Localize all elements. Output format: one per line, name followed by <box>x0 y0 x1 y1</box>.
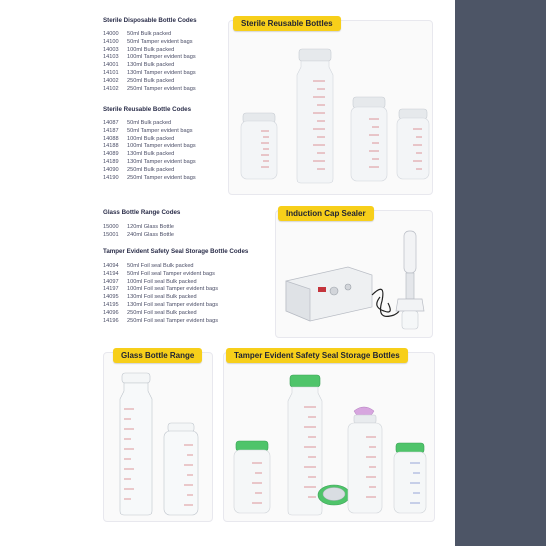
product-description: 100ml Tamper evident bags <box>127 143 196 150</box>
product-description: 100ml Foil seal Tamper evident bags <box>127 286 218 293</box>
product-code: 14087 <box>103 120 119 126</box>
glass-bottles-badge: Glass Bottle Range <box>113 348 202 363</box>
bottle-250ml <box>297 49 333 183</box>
disposable-codes-list <box>103 31 196 93</box>
code-row <box>103 232 174 240</box>
product-code: 14196 <box>103 317 119 324</box>
product-code: 14190 <box>103 174 119 181</box>
product-code: 14100 <box>103 38 119 45</box>
code-row <box>103 224 174 232</box>
product-code: 14002 <box>103 77 119 84</box>
product-code: 14102 <box>103 85 119 92</box>
product-code: 14003 <box>103 46 119 53</box>
disposable-codes-title: Sterile Disposable Bottle Codes <box>103 17 197 24</box>
product-code: 14088 <box>103 135 119 142</box>
code-row <box>103 47 196 55</box>
code-row <box>103 136 196 144</box>
code-row <box>103 286 218 294</box>
reusable-bottles-photo <box>228 20 433 195</box>
reusable-codes-list <box>103 120 196 182</box>
code-row <box>103 78 196 86</box>
product-description: 240ml Glass Bottle <box>127 231 174 238</box>
product-description: 120ml Glass Bottle <box>127 224 174 230</box>
code-row <box>103 310 218 318</box>
tamper-bottle-130ml <box>348 407 382 513</box>
reusable-codes-title: Sterile Reusable Bottle Codes <box>103 106 192 113</box>
tamper-bottles-illustration <box>224 353 435 522</box>
product-code: 14095 <box>103 294 119 301</box>
product-description: 250ml Bulk packed <box>127 166 175 173</box>
product-code: 14096 <box>103 309 119 316</box>
product-code: 14197 <box>103 286 119 293</box>
code-row <box>103 302 218 310</box>
product-description: 100ml Bulk packed <box>127 135 175 142</box>
code-row <box>103 54 196 62</box>
product-code: 14090 <box>103 166 119 173</box>
product-description: 100ml Foil seal Bulk packed <box>127 278 197 285</box>
product-code: 14094 <box>103 263 119 269</box>
product-code: 14103 <box>103 54 119 61</box>
product-description: 50ml Tamper evident bags <box>127 38 193 45</box>
code-row <box>103 86 196 94</box>
code-row <box>103 39 196 47</box>
product-code: 14187 <box>103 127 119 134</box>
product-code: 14000 <box>103 31 119 37</box>
induction-sealer-illustration <box>276 211 433 338</box>
induction-sealer-photo <box>275 210 433 338</box>
reusable-bottles-illustration <box>229 21 433 195</box>
tamper-bottle-250ml <box>288 375 322 515</box>
product-code: 14188 <box>103 143 119 150</box>
product-code: 15001 <box>103 231 119 238</box>
bottle-50ml <box>241 113 277 179</box>
foil-seal-lid <box>318 485 350 505</box>
code-row <box>103 143 196 151</box>
code-row <box>103 151 196 159</box>
product-description: 100ml Tamper evident bags <box>127 54 196 61</box>
glass-codes-title: Glass Bottle Range Codes <box>103 209 181 216</box>
code-row <box>103 120 196 128</box>
code-row <box>103 31 196 39</box>
product-description: 130ml Bulk packed <box>127 151 175 158</box>
code-row <box>103 159 196 167</box>
code-row <box>103 279 218 287</box>
sealer-cable <box>372 289 399 316</box>
product-description: 250ml Foil seal Bulk packed <box>127 309 197 316</box>
code-row <box>103 263 218 271</box>
code-row <box>103 271 218 279</box>
product-description: 250ml Tamper evident bags <box>127 174 196 181</box>
product-description: 130ml Tamper evident bags <box>127 158 196 165</box>
glass-bottles-photo <box>103 352 213 522</box>
product-description: 50ml Tamper evident bags <box>127 127 193 134</box>
reusable-bottles-badge: Sterile Reusable Bottles <box>233 16 341 31</box>
code-row <box>103 175 196 183</box>
product-description: 50ml Bulk packed <box>127 31 172 37</box>
code-row <box>103 128 196 136</box>
code-row <box>103 62 196 70</box>
product-description: 50ml Foil seal Bulk packed <box>127 263 194 269</box>
right-side-band <box>455 0 546 546</box>
sealer-handpiece <box>396 231 424 329</box>
product-description: 250ml Bulk packed <box>127 77 175 84</box>
code-row <box>103 167 196 175</box>
product-code: 14195 <box>103 301 119 308</box>
product-code: 14089 <box>103 151 119 158</box>
sealer-unit <box>286 267 372 321</box>
product-code: 14189 <box>103 158 119 165</box>
product-description: 100ml Bulk packed <box>127 46 175 53</box>
induction-sealer-badge: Induction Cap Sealer <box>278 206 374 221</box>
product-description: 130ml Tamper evident bags <box>127 69 196 76</box>
glass-bottle-120ml <box>164 423 198 515</box>
glass-codes-list <box>103 224 174 240</box>
tamper-codes-title: Tamper Evident Safety Seal Storage Bottle Codes <box>103 248 249 255</box>
tamper-bottle-100ml <box>394 443 426 513</box>
tamper-bottles-badge: Tamper Evident Safety Seal Storage Bottles <box>226 348 408 363</box>
tamper-bottle-50ml <box>234 441 270 513</box>
glass-bottle-240ml <box>120 373 152 515</box>
product-description: 250ml Foil seal Tamper evident bags <box>127 317 218 324</box>
code-row <box>103 318 218 326</box>
bottle-100ml <box>397 109 429 179</box>
product-description: 50ml Bulk packed <box>127 120 172 126</box>
tamper-codes-list <box>103 263 218 325</box>
product-description: 130ml Foil seal Tamper evident bags <box>127 301 218 308</box>
product-code: 14101 <box>103 69 119 76</box>
code-row <box>103 70 196 78</box>
product-code: 14097 <box>103 278 119 285</box>
glass-bottles-illustration <box>104 353 213 522</box>
code-row <box>103 294 218 302</box>
product-code: 14194 <box>103 270 119 277</box>
product-code: 15000 <box>103 224 119 230</box>
tamper-bottles-photo <box>223 352 435 522</box>
product-description: 50ml Foil seal Tamper evident bags <box>127 270 215 277</box>
bottle-130ml <box>351 97 387 181</box>
product-description: 130ml Bulk packed <box>127 62 175 69</box>
product-code: 14001 <box>103 62 119 69</box>
product-description: 250ml Tamper evident bags <box>127 85 196 92</box>
product-description: 130ml Foil seal Bulk packed <box>127 294 197 301</box>
